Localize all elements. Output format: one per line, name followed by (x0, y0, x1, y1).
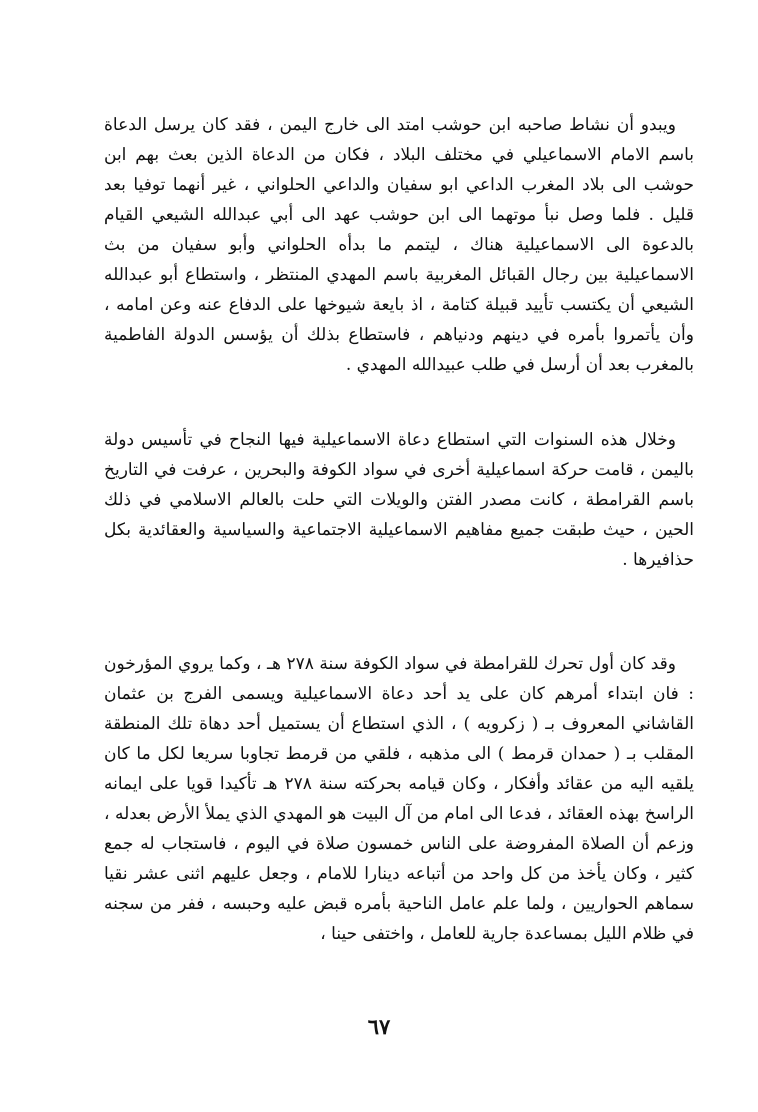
paragraph-text: ويبدو أن نشاط صاحبه ابن حوشب امتد الى خارج اليمن ، فقد كان يرسل الدعاة باسم الامام الاسماعيلي في مختلف البلاد ، فكان من الدعاة الذين بعث بهم ابن حوشب الى بلاد المغرب الداعي ابو سفيان والداعي الحلواني ، غير أنهما توفيا بعد قليل . فلما وصل نبأ موتهما الى ابن حوشب عهد الى أبي عبدالله الشيعي القيام بالدعوة الى الاسماعيلية هناك ، ليتمم ما بدأه الحلواني وأبو سفيان من بث الاسماعيلية بين رجال القبائل المغربية باسم المهدي المنتظر ، واستطاع أبو عبدالله الشيعي أن يكتسب تأييد قبيلة كتامة ، اذ بايعة شيوخها على الدفاع عنه وعن امامه ، وأن يأتمروا بأمره في دينهم ودنياهم ، فاستطاع بذلك أن يؤسس الدولة الفاطمية بالمغرب بعد أن أرسل في طلب عبيدالله المهدي . (104, 115, 694, 375)
paragraph-ibn-hawshab (104, 110, 694, 380)
page-number: ٦٧ (367, 1014, 391, 1039)
paragraph-first-movement (104, 649, 694, 949)
paragraph-text: وقد كان أول تحرك للقرامطة في سواد الكوفة سنة ٢٧٨ هـ ، وكما يروي المؤرخون : فان ابتداء أمرهم كان على يد أحد دعاة الاسماعيلية ويسمى الفرج بن عثمان القاشاني المعروف بـ ( زكرويه ) ، الذي استطاع أن يستميل أحد دهاة تلك المنطقة المقلب بـ ( حمدان قرمط ) الى مذهبه ، فلقي من قرمط تجاوبا سريعا لكل ما كان يلقيه اليه من عقائد وأفكار ، وكان قيامه بحركته سنة ٢٧٨ هـ تأكيدا قويا على ايمانه الراسخ بهذه العقائد ، فدعا الى امام من آل البيت هو المهدي الذي يملأ الأرض بعدله ، وزعم أن الصلاة المفروضة على الناس خمسون صلاة في اليوم ، فاستجاب له جمع كثير ، وكان يأخذ من كل واحد من أتباعه دينارا للامام ، وجعل عليهم اثنى عشر نقيا سماهم الحواريين ، ولما علم عامل الناحية بأمره قبض عليه وحبسه ، ففر من سجنه في ظلام الليل بمساعدة جارية للعامل ، واختفى حينا ، (104, 654, 694, 944)
paragraph-qaramita-origin (104, 425, 694, 575)
paragraph-text: وخلال هذه السنوات التي استطاع دعاة الاسماعيلية فيها النجاح في تأسيس دولة باليمن ، قامت حركة اسماعيلية أخرى في سواد الكوفة والبحرين ، عرفت في التاريخ باسم القرامطة ، كانت مصدر الفتن والويلات التي حلت بالعالم الاسلامي في ذلك الحين ، حيث طبقت جميع مفاهيم الاسماعيلية الاجتماعية والسياسية والعقائدية بكل حذافيرها . (104, 430, 694, 570)
